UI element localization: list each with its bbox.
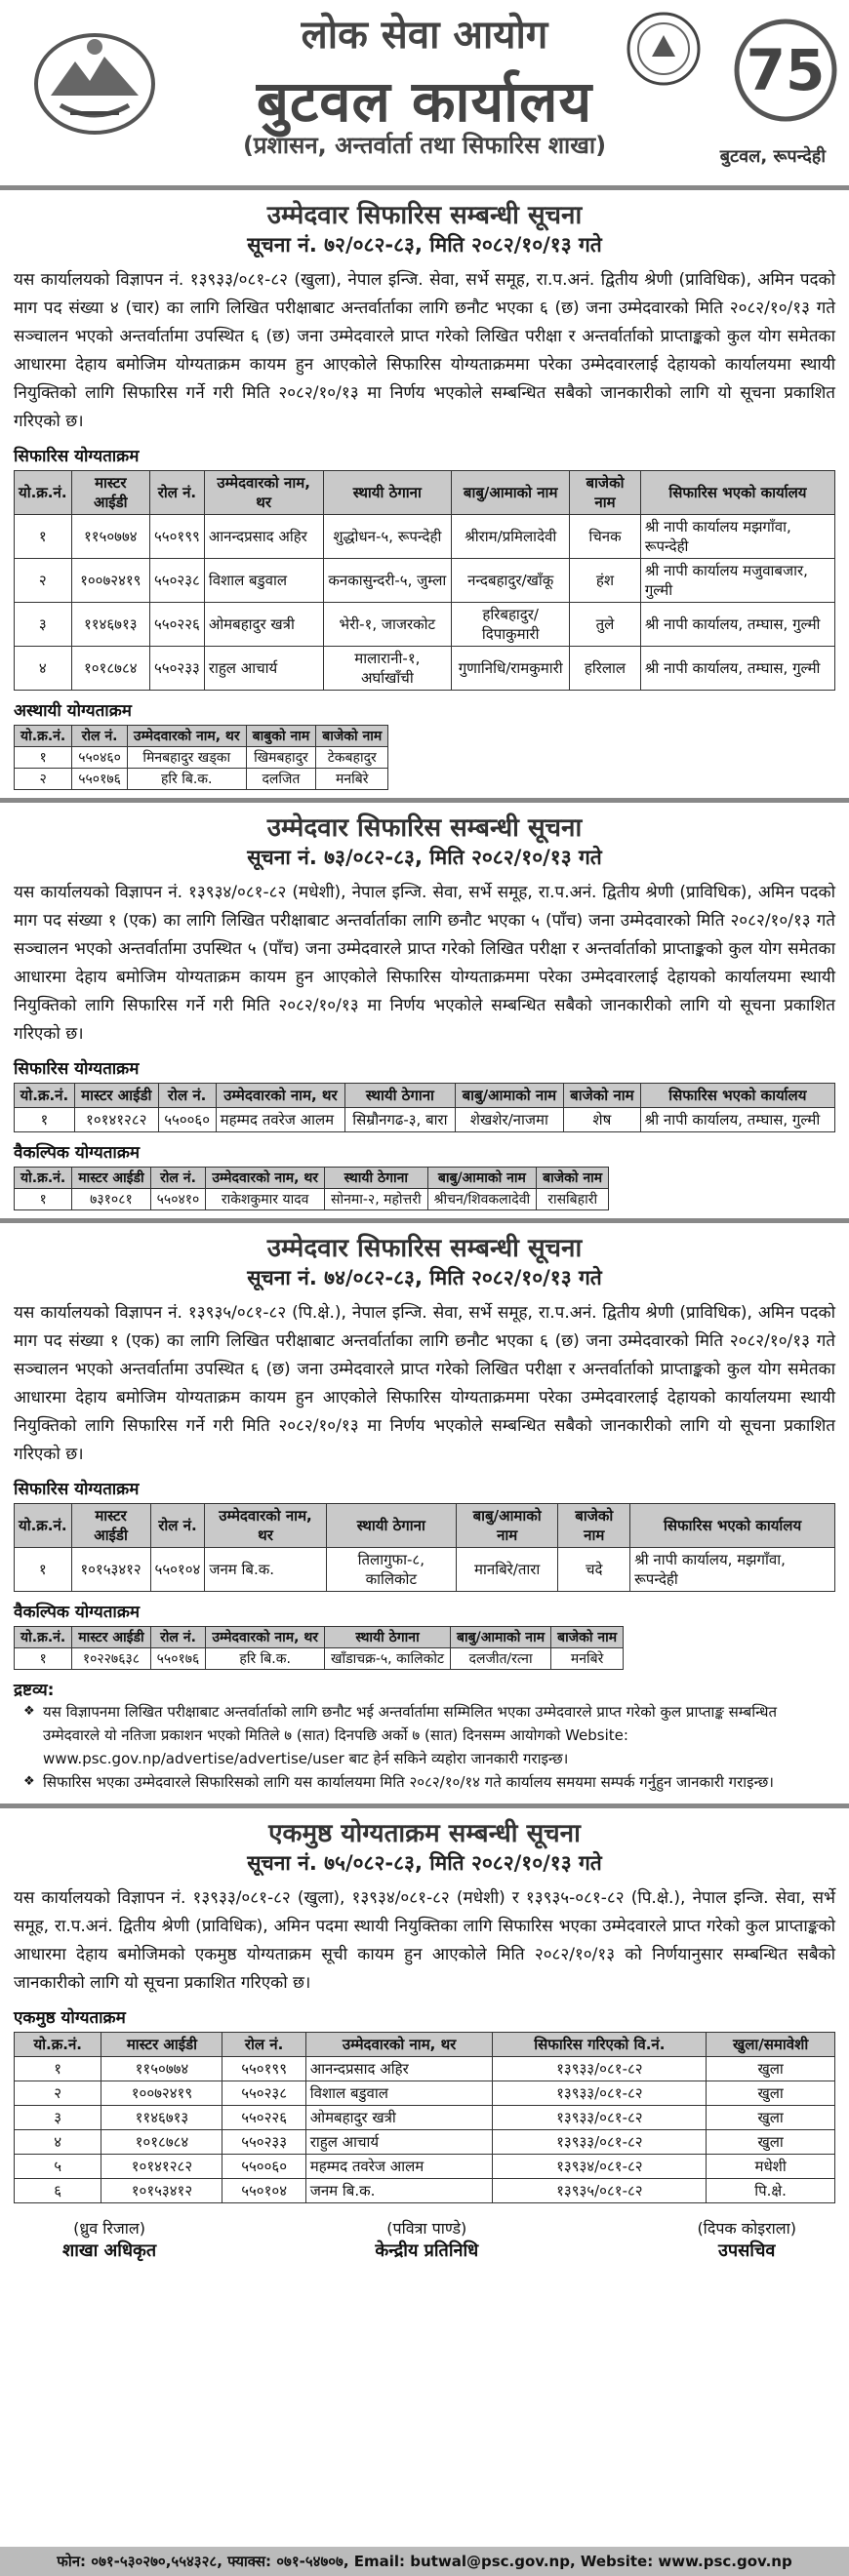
table-header-row — [15, 471, 835, 515]
column-header: यो.क्र.नं. — [15, 2033, 101, 2057]
table-cell: खुला — [707, 2130, 835, 2155]
table-cell: सोनमा-२, महोत्तरी — [325, 1189, 428, 1210]
table-cell: ५५०१७६ — [150, 1648, 206, 1670]
summary-subtitle: सूचना नं. ७५/०८२-८३, मिति २०८२/१०/१३ गते — [247, 1851, 602, 1875]
section-divider — [0, 185, 849, 190]
column-header: रोल नं. — [150, 1168, 206, 1189]
column-header: उम्मेदवारको नाम, थर — [204, 471, 323, 515]
column-header: रोल नं. — [158, 1084, 216, 1108]
table-cell: १३९३३/०८१-८२ — [493, 2130, 707, 2155]
column-header: रोल नं. — [72, 726, 128, 747]
table-cell: १ — [15, 1548, 72, 1592]
branch-name: (प्रशासन, अन्तर्वार्ता तथा सिफारिस शाखा) — [242, 132, 607, 159]
table-cell: तिलागुफा-८, कालिकोट — [326, 1548, 456, 1592]
table-cell: ११४६७१३ — [71, 603, 149, 647]
column-header: बाबु/आमाको नाम — [456, 1504, 557, 1548]
column-header: रोल नं. — [222, 2033, 305, 2057]
office-name: बुटवल कार्यालय — [256, 68, 593, 135]
table-cell: मनबिरे — [551, 1648, 624, 1670]
notice-subtitle: सूचना नं. ७२/०८२-८३, मिति २०८२/१०/१३ गते — [247, 233, 602, 257]
table-row — [15, 2106, 835, 2130]
table-cell: हरि बि.क. — [127, 769, 246, 790]
table-cell: १ — [15, 1648, 72, 1670]
table-row — [15, 747, 388, 769]
table-cell: ओमबहादुर खत्री — [305, 2106, 493, 2130]
table-cell: ५५०२३८ — [150, 559, 205, 603]
column-header: यो.क्र.नं. — [15, 726, 72, 747]
column-header: यो.क्र.नं. — [15, 1627, 72, 1648]
table-cell: आनन्दप्रसाद अहिर — [305, 2057, 493, 2081]
alternate-label: अस्थायी योग्यताक्रम — [14, 701, 132, 721]
alternate-table — [14, 725, 388, 790]
column-header: सिफारिस भएको कार्यालय — [640, 471, 834, 515]
table-row — [15, 2130, 835, 2155]
table-cell: श्रीराम/प्रमिलादेवी — [452, 515, 570, 559]
table-row — [15, 1108, 835, 1132]
signature-block — [697, 2217, 796, 2262]
notes-section — [14, 1678, 835, 1794]
table-cell: खुला — [707, 2057, 835, 2081]
anniversary-75-logo — [731, 16, 840, 125]
note-item: ❖ सिफारिस भएका उम्मेदवारले सिफारिसको लागि यस कार्यालयमा मिति २०८२/१०/१४ गते कार्यालय समयमा सम्पर्क गर्नुहुन जानकारी गराइन्छ। — [14, 1770, 835, 1794]
table-cell: १ — [15, 1189, 72, 1210]
table-row — [15, 559, 835, 603]
column-header: सिफारिस गरिएको वि.नं. — [493, 2033, 707, 2057]
table-cell: श्री नापी कार्यालय, तम्घास, गुल्मी — [640, 1108, 834, 1132]
table-cell: ३ — [15, 603, 72, 647]
table-cell: ५ — [15, 2155, 101, 2179]
column-header: बाजेको नाम — [551, 1627, 624, 1648]
column-header: यो.क्र.नं. — [15, 1168, 72, 1189]
table-row — [15, 1189, 609, 1210]
table-cell: १०१५३४१२ — [101, 2179, 222, 2203]
recommendation-label: सिफारिस योग्यताक्रम — [14, 1480, 140, 1499]
org-name: लोक सेवा आयोग — [301, 13, 548, 58]
table-cell: विशाल बडुवाल — [204, 559, 323, 603]
table-cell: गुणानिधि/रामकुमारी — [452, 647, 570, 691]
table-cell: १०१८७८४ — [101, 2130, 222, 2155]
column-header: मास्टर आईडी — [71, 1504, 150, 1548]
table-cell: ५५०२२६ — [150, 603, 205, 647]
table-cell: ५५०२३३ — [150, 647, 205, 691]
column-header: उम्मेदवारको नाम, थर — [216, 1084, 345, 1108]
table-cell: राकेशकुमार यादव — [206, 1189, 325, 1210]
table-header-row — [15, 1168, 609, 1189]
footer-contact: फोन: ०७१-५३०२७०,५५४३२८, फ्याक्स: ०७१-५४७०७, Email: butwal@psc.gov.np, Website: www.psc.gov.np — [0, 2547, 849, 2576]
column-header: मास्टर आईडी — [101, 2033, 222, 2057]
column-header: स्थायी ठेगाना — [345, 1084, 455, 1108]
column-header: मास्टर आईडी — [72, 1627, 150, 1648]
summary-table-label: एकमुष्ठ योग्यताक्रम — [14, 2008, 126, 2028]
notices-container — [14, 185, 835, 1670]
table-cell: ४ — [15, 647, 72, 691]
alternate-table — [14, 1626, 624, 1670]
column-header: रोल नं. — [150, 1627, 206, 1648]
table-cell: श्री नापी कार्यालय, मझगाँवा, रूपन्देही — [630, 1548, 835, 1592]
summary-table — [14, 2032, 835, 2203]
column-header: बाजेको नाम — [564, 1084, 641, 1108]
column-header: मास्टर आईडी — [71, 471, 149, 515]
table-cell: १०२२७६३८ — [72, 1648, 150, 1670]
column-header: बाजेको नाम — [316, 726, 388, 747]
table-cell: ५५०२२६ — [222, 2106, 305, 2130]
section-divider — [0, 1218, 849, 1223]
column-header: सिफारिस भएको कार्यालय — [640, 1084, 834, 1108]
column-header: बाबु/आमाको नाम — [455, 1084, 563, 1108]
signatory-title: उपसचिव — [718, 2240, 776, 2261]
table-cell: महम्मद तवरेज आलम — [216, 1108, 345, 1132]
signature-block — [375, 2217, 478, 2262]
table-header-row — [15, 726, 388, 747]
recommendation-table — [14, 1083, 835, 1132]
table-cell: मिनबहादुर खड्का — [127, 747, 246, 769]
table-cell: १३९३३/०८१-८२ — [493, 2081, 707, 2106]
recommendation-label: सिफारिस योग्यताक्रम — [14, 447, 140, 466]
table-cell: १३९३५/०८१-८२ — [493, 2179, 707, 2203]
table-cell: राहुल आचार्य — [305, 2130, 493, 2155]
recommendation-table — [14, 1503, 835, 1592]
table-header-row — [15, 1504, 835, 1548]
signatory-title: शाखा अधिकृत — [62, 2240, 157, 2261]
table-row — [15, 603, 835, 647]
table-cell: १३९३४/०८१-८२ — [493, 2155, 707, 2179]
table-cell: सिम्रौनगढ-३, बारा — [345, 1108, 455, 1132]
notice-body: यस कार्यालयको विज्ञापन नं. १३९३३/०८१-८२ (खुला), नेपाल इन्जि. सेवा, सर्भे समूह, रा.प.अनं. द्वितीय श्रेणी (प्राविधिक), अमिन पदको माग पद संख्या ४ (चार) का लागि लिखित परीक्षाबाट अन्तर्वार्ताका लागि छनौट भएका ६ (छ) जना उम्मेदवारको मिति २०८२/१०/१३ गते सञ्चालन भएको अन्तर्वार्तामा उपस्थित ६ (छ) जना उम्मेदवारले प्राप्त गरेको लिखित परीक्षा र अन्तर्वार्ताको प्राप्ताङ्कको कुल योग समेतका आधारमा देहाय बमोजिम योग्यताक्रम कायम हुन आएकोले सिफारिस योग्यताक्रममा परेका उम्मेदवारलाई देहायको कार्यालयमा स्थायी नियुक्तिको लागि सिफारिस गर्ने गरी मिति २०८२/१०/१३ मा निर्णय भएकोले सम्बन्धित सबैको जानकारीको लागि यो सूचना प्रकाशित गरिएको छ। — [14, 270, 835, 431]
notice-body: यस कार्यालयको विज्ञापन नं. १३९३४/०८१-८२ (मधेशी), नेपाल इन्जि. सेवा, सर्भे समूह, रा.प.अनं. द्वितीय श्रेणी (प्राविधिक), अमिन पदको माग पद संख्या १ (एक) का लागि लिखित परीक्षाबाट अन्तर्वार्ताका लागि छनौट भएका ५ (पाँच) जना उम्मेदवारको मिति २०८२/१०/१३ गते सञ्चालन भएको अन्तर्वार्तामा उपस्थित ५ (पाँच) जना उम्मेदवारले प्राप्त गरेको लिखित परीक्षा र अन्तर्वार्ताको प्राप्ताङ्कको कुल योग समेतका आधारमा देहाय बमोजिम योग्यताक्रम कायम हुन आएकोले सिफारिस योग्यताक्रममा परेका उम्मेदवारलाई देहायको कार्यालयमा स्थायी नियुक्तिको लागि सिफारिस गर्ने गरी मिति २०८२/१०/१३ मा निर्णय भएकोले सम्बन्धित सबैको जानकारीको लागि यो सूचना प्रकाशित गरिएको छ। — [14, 883, 835, 1044]
office-location: बुटवल, रूपन्देही — [719, 146, 826, 167]
table-cell: हरि बि.क. — [206, 1648, 325, 1670]
table-cell: श्री नापी कार्यालय, तम्घास, गुल्मी — [640, 647, 834, 691]
table-cell: ५५०२३८ — [222, 2081, 305, 2106]
table-cell: १०१४१२८२ — [101, 2155, 222, 2179]
table-cell: श्री नापी कार्यालय, तम्घास, गुल्मी — [640, 603, 834, 647]
table-cell: १ — [15, 515, 72, 559]
table-cell: खुला — [707, 2081, 835, 2106]
column-header: स्थायी ठेगाना — [326, 1504, 456, 1548]
column-header: खुला/समावेशी — [707, 2033, 835, 2057]
table-cell: मधेशी — [707, 2155, 835, 2179]
table-cell: १ — [15, 2057, 101, 2081]
table-row — [15, 2057, 835, 2081]
table-cell: २ — [15, 2081, 101, 2106]
column-header: उम्मेदवारको नाम, थर — [205, 1504, 326, 1548]
column-header: स्थायी ठेगाना — [325, 1627, 451, 1648]
table-cell: १०१४१२८२ — [74, 1108, 158, 1132]
notice-title: उम्मेदवार सिफारिस सम्बन्धी सूचना — [266, 813, 583, 843]
signature-block — [62, 2217, 156, 2262]
table-cell: ५५०४६० — [72, 747, 128, 769]
table-cell: चिनक — [570, 515, 641, 559]
table-cell: जनम बि.क. — [205, 1548, 326, 1592]
table-cell: ५५०२३३ — [222, 2130, 305, 2155]
table-cell: १ — [15, 747, 72, 769]
summary-body: यस कार्यालयको विज्ञापन नं. १३९३३/०८१-८२ (खुला), १३९३४/०८१-८२ (मधेशी) र १३९३५-०८१-८२ (पि.क्षे.), नेपाल इन्जि. सेवा, सर्भे समूह, रा.प.अनं. द्वितीय श्रेणी (प्राविधिक), अमिन पदमा स्थायी नियुक्तिका लागि सिफारिस भएका उम्मेदवारले प्राप्त गरेको कुल प्राप्ताङ्कको आधारमा देहाय बमोजिमको एकमुष्ठ योग्यताक्रम सूची कायम हुन आएकोले मिति २०८२/१०/१३ को निर्णयानुसार सम्बन्धित सबैको जानकारीको लागि यो सूचना प्रकाशित गरिएको छ। — [14, 1888, 835, 1993]
table-cell: शेष — [564, 1108, 641, 1132]
table-cell: १ — [15, 1108, 75, 1132]
column-header: बाबु/आमाको नाम — [451, 1627, 551, 1648]
table-cell: १०१५३४१२ — [71, 1548, 150, 1592]
column-header: यो.क्र.नं. — [15, 1504, 72, 1548]
table-header-row — [15, 2033, 835, 2057]
recommendation-label: सिफारिस योग्यताक्रम — [14, 1059, 140, 1079]
table-cell: १३९३३/०८१-८२ — [493, 2057, 707, 2081]
table-cell: २ — [15, 769, 72, 790]
column-header: उम्मेदवारको नाम, थर — [206, 1168, 325, 1189]
table-header-row — [15, 1627, 624, 1648]
notice-subtitle: सूचना नं. ७३/०८२-८३, मिति २०८२/१०/१३ गते — [247, 846, 602, 869]
table-cell: खुला — [707, 2106, 835, 2130]
table-cell: ३ — [15, 2106, 101, 2130]
column-header: उम्मेदवारको नाम, थर — [127, 726, 246, 747]
table-cell: शेखशेर/नाजमा — [455, 1108, 563, 1132]
column-header: बाजेको नाम — [537, 1168, 609, 1189]
table-cell: ५५००६० — [222, 2155, 305, 2179]
notes-heading: द्रष्टव्य: — [14, 1681, 55, 1700]
column-header: यो.क्र.नं. — [15, 471, 72, 515]
table-cell: हरिलाल — [570, 647, 641, 691]
alternate-label: वैकल्पिक योग्यताक्रम — [14, 1603, 141, 1622]
table-cell: खाँडाचक्र-५, कालिकोट — [325, 1648, 451, 1670]
notes-list — [14, 1700, 835, 1794]
notice-title: उम्मेदवार सिफारिस सम्बन्धी सूचना — [266, 1234, 583, 1263]
table-cell: राहुल आचार्य — [204, 647, 323, 691]
table-header-row — [15, 1084, 835, 1108]
table-cell: नन्दबहादुर/खाँकू — [452, 559, 570, 603]
table-cell: महम्मद तवरेज आलम — [305, 2155, 493, 2179]
table-row — [15, 2179, 835, 2203]
table-cell: विशाल बडुवाल — [305, 2081, 493, 2106]
table-row — [15, 1648, 624, 1670]
table-cell: श्री नापी कार्यालय मजुवाबजार, गुल्मी — [640, 559, 834, 603]
notice-title: उम्मेदवार सिफारिस सम्बन्धी सूचना — [266, 201, 583, 230]
column-header: मास्टर आईडी — [74, 1084, 158, 1108]
table-cell: कनकासुन्दरी-५, जुम्ला — [323, 559, 452, 603]
table-cell: ४ — [15, 2130, 101, 2155]
table-cell: ११४६७१३ — [101, 2106, 222, 2130]
table-cell: मानबिरे/तारा — [456, 1548, 557, 1592]
table-cell: ५५००६० — [158, 1108, 216, 1132]
signatory-name: (दिपक कोइराला) — [697, 2219, 796, 2238]
signatory-name: (ध्रुव रिजाल) — [73, 2219, 145, 2238]
table-row — [15, 647, 835, 691]
recommendation-table — [14, 470, 835, 691]
table-cell: पि.क्षे. — [707, 2179, 835, 2203]
table-cell: १००७२४१९ — [71, 559, 149, 603]
table-cell: ओमबहादुर खत्री — [204, 603, 323, 647]
alternate-label: वैकल्पिक योग्यताक्रम — [14, 1143, 141, 1163]
table-cell: टेकबहादुर — [316, 747, 388, 769]
column-header: बाबु/आमाको नाम — [427, 1168, 537, 1189]
table-cell: चदे — [558, 1548, 630, 1592]
table-cell: तुले — [570, 603, 641, 647]
table-row — [15, 2081, 835, 2106]
table-cell: भेरी-१, जाजरकोट — [323, 603, 452, 647]
table-cell: १०१८७८४ — [71, 647, 149, 691]
signatory-name: (पवित्रा पाण्डे) — [386, 2219, 467, 2238]
table-cell: ६ — [15, 2179, 101, 2203]
column-header: बाबु/आमाको नाम — [452, 471, 570, 515]
table-cell: रासबिहारी — [537, 1189, 609, 1210]
table-cell: श्रीचन/शिवकलादेवी — [427, 1189, 537, 1210]
table-cell: ५५०१०४ — [222, 2179, 305, 2203]
table-cell: हंश — [570, 559, 641, 603]
table-cell: ५५०४१० — [150, 1189, 206, 1210]
svg-text:75: 75 — [746, 37, 826, 103]
notice-subtitle: सूचना नं. ७४/०८२-८३, मिति २०८२/१०/१३ गते — [247, 1266, 602, 1289]
notice-body: यस कार्यालयको विज्ञापन नं. १३९३५/०८१-८२ (पि.क्षे.), नेपाल इन्जि. सेवा, सर्भे समूह, रा.प.अनं. द्वितीय श्रेणी (प्राविधिक), अमिन पदको माग पद संख्या १ (एक) का लागि लिखित परीक्षाबाट अन्तर्वार्ताका लागि छनौट भएका ६ (छ) जना उम्मेदवारको मिति २०८२/१०/१३ गते सञ्चालन भएको अन्तर्वार्तामा उपस्थित ६ (छ) जना उम्मेदवारले प्राप्त गरेको लिखित परीक्षा र अन्तर्वार्ताको प्राप्ताङ्कको कुल योग समेतका आधारमा देहाय बमोजिम योग्यताक्रम कायम हुन आएकोले सिफारिस योग्यताक्रममा परेका उम्मेदवारलाई देहायको कार्यालयमा स्थायी नियुक्तिको लागि सिफारिस गर्ने गरी मिति २०८२/१०/१३ मा निर्णय भएकोले सम्बन्धित सबैको जानकारीको लागि यो सूचना प्रकाशित गरिएको छ। — [14, 1303, 835, 1464]
summary-title: एकमुष्ठ योग्यताक्रम सम्बन्धी सूचना — [268, 1819, 581, 1848]
column-header: बाजेको नाम — [558, 1504, 630, 1548]
table-cell: ११५०७७४ — [101, 2057, 222, 2081]
table-cell: हरिबहादुर/दिपाकुमारी — [452, 603, 570, 647]
table-cell: दलजित — [246, 769, 316, 790]
table-cell: दलजीत/रत्ना — [451, 1648, 551, 1670]
column-header: स्थायी ठेगाना — [325, 1168, 428, 1189]
table-cell: मनबिरे — [316, 769, 388, 790]
note-item: ❖ यस विज्ञापनमा लिखित परीक्षाबाट अन्तर्वार्ताको लागि छनौट भई अन्तर्वार्तामा सम्मिलित भएका उम्मेदवारले प्राप्त गरेको कुल प्राप्ताङ्क सम्बन्धित उम्मेदवारले यो नतिजा प्रकाशन भएको मितिले ७ (सात) दिनपछि अर्को ७ (सात) दिनसम्म आयोगको Website: www.psc.gov.np/advertise/advertise/user बाट हेर्न सकिने व्यहोरा जानकारी गराइन्छ। — [14, 1700, 835, 1770]
table-cell: शुद्धोधन-५, रूपन्देही — [323, 515, 452, 559]
column-header: रोल नं. — [150, 471, 205, 515]
table-cell: ५५०१०४ — [150, 1548, 205, 1592]
table-row — [15, 515, 835, 559]
signatory-title: केन्द्रीय प्रतिनिधि — [375, 2240, 479, 2261]
table-cell: ७३१०८१ — [72, 1189, 150, 1210]
table-cell: ५५०१७६ — [72, 769, 128, 790]
column-header: सिफारिस भएको कार्यालय — [630, 1504, 835, 1548]
table-cell: २ — [15, 559, 72, 603]
section-divider — [0, 1803, 849, 1808]
table-cell: ५५०१९९ — [222, 2057, 305, 2081]
signatures — [14, 2211, 835, 2262]
column-header: बाजेको नाम — [570, 471, 641, 515]
column-header: स्थायी ठेगाना — [323, 471, 452, 515]
letterhead — [14, 0, 835, 185]
table-cell: खिमबहादुर — [246, 747, 316, 769]
psc-seal-icon — [625, 10, 703, 88]
column-header: मास्टर आईडी — [72, 1168, 150, 1189]
table-cell: ११५०७७४ — [71, 515, 149, 559]
table-cell: मालारानी-१, अर्घाखाँची — [323, 647, 452, 691]
section-divider — [0, 798, 849, 803]
column-header: बाबुको नाम — [246, 726, 316, 747]
column-header: रोल नं. — [150, 1504, 205, 1548]
table-cell: १३९३३/०८१-८२ — [493, 2106, 707, 2130]
table-cell: १००७२४१९ — [101, 2081, 222, 2106]
table-cell: ५५०१९९ — [150, 515, 205, 559]
table-row — [15, 769, 388, 790]
table-cell: श्री नापी कार्यालय मझगाँवा, रूपन्देही — [640, 515, 834, 559]
column-header: उम्मेदवारको नाम, थर — [206, 1627, 325, 1648]
table-row — [15, 2155, 835, 2179]
column-header: यो.क्र.नं. — [15, 1084, 75, 1108]
column-header: उम्मेदवारको नाम, थर — [305, 2033, 493, 2057]
alternate-table — [14, 1167, 609, 1210]
table-cell: जनम बि.क. — [305, 2179, 493, 2203]
table-cell: आनन्दप्रसाद अहिर — [204, 515, 323, 559]
table-row — [15, 1548, 835, 1592]
